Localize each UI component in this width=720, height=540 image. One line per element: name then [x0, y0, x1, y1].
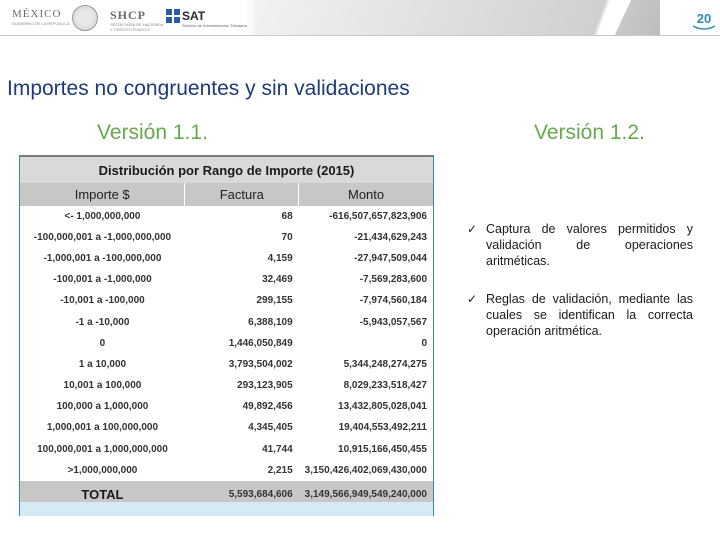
header-band-accent [600, 0, 660, 36]
total-factura: 5,593,684,606 [185, 481, 299, 508]
cell-factura: 2,215 [185, 460, 299, 481]
logo-shcp-subtitle [110, 22, 164, 32]
cell-factura: 32,469 [185, 269, 299, 290]
table-row [20, 375, 433, 396]
logo-mexico-subtitle: GOBIERNO DE LA REPÚBLICA [12, 21, 70, 26]
national-seal-icon [72, 5, 98, 31]
cell-factura: 41,744 [185, 439, 299, 460]
logo-sat-subtitle: Servicio de Administración Tributaria [182, 23, 247, 28]
cell-monto: -7,974,560,184 [299, 290, 433, 311]
logo-sat: SAT [182, 9, 206, 23]
bullet-list [467, 221, 693, 361]
cell-importe: 100,000 a 1,000,000 [20, 396, 185, 417]
table-row [20, 354, 433, 375]
table-title: Distribución por Rango de Importe (2015) [20, 157, 433, 183]
cell-factura: 293,123,905 [185, 375, 299, 396]
cell-importe: 1 a 10,000 [20, 354, 185, 375]
cell-factura: 4,345,405 [185, 417, 299, 438]
column-header-monto: Monto [299, 183, 433, 206]
table-row [20, 248, 433, 269]
cell-monto: 10,915,166,450,455 [299, 439, 433, 460]
logo-shcp-sub-line-1: SECRETARÍA DE HACIENDA [110, 22, 164, 27]
total-monto: 3,149,566,949,549,240,000 [299, 481, 433, 508]
table-row [20, 269, 433, 290]
cell-monto: -21,434,629,243 [299, 227, 433, 248]
cell-monto: -5,943,057,567 [299, 311, 433, 332]
bullet-text: Captura de valores permitidos y validación de operaciones aritméticas. [486, 222, 693, 268]
page-title: Importes no congruentes y sin validaciones [7, 77, 410, 100]
cell-monto: 8,029,233,518,427 [299, 375, 433, 396]
bullet-text: Reglas de validación, mediante las cuales se identifican la correcta operación aritmética. [486, 292, 693, 338]
cell-monto: -7,569,283,600 [299, 269, 433, 290]
cell-importe: 10,001 a 100,000 [20, 375, 185, 396]
distribution-table [20, 157, 433, 507]
check-icon: ✓ [467, 292, 478, 306]
badge-number: 20 [696, 11, 712, 26]
sat-logo-icon [166, 9, 180, 23]
table-row [20, 439, 433, 460]
total-label: TOTAL [20, 481, 185, 508]
logo-shcp: SHCP [110, 8, 147, 22]
table-body [20, 206, 433, 481]
bullet-item [467, 221, 693, 269]
table-row [20, 396, 433, 417]
cell-factura: 3,793,504,002 [185, 354, 299, 375]
cell-importe: 100,000,001 a 1,000,000,000 [20, 439, 185, 460]
column-header-factura: Factura [185, 183, 299, 206]
version-left-label: Versión 1.1. [97, 121, 208, 144]
cell-monto: -616,507,657,823,906 [299, 206, 433, 227]
logo-mexico: MÉXICO [12, 8, 62, 20]
logo-shcp-sub-line-2: Y CRÉDITO PÚBLICO [110, 27, 151, 32]
version-right-label: Versión 1.2. [534, 121, 645, 144]
cell-monto: -27,947,509,044 [299, 248, 433, 269]
cell-importe: <- 1,000,000,000 [20, 206, 185, 227]
bullet-item [467, 291, 693, 339]
cell-factura: 299,155 [185, 290, 299, 311]
anniversary-badge-icon [690, 6, 718, 32]
cell-monto: 5,344,248,274,275 [299, 354, 433, 375]
table-row [20, 460, 433, 481]
cell-importe: >1,000,000,000 [20, 460, 185, 481]
cell-importe: -1,000,001 a -100,000,000 [20, 248, 185, 269]
header-banner [0, 0, 720, 36]
cell-factura: 70 [185, 227, 299, 248]
header-divider [0, 35, 720, 36]
cell-factura: 4,159 [185, 248, 299, 269]
cell-monto: 19,404,553,492,211 [299, 417, 433, 438]
table-row [20, 290, 433, 311]
table-footer-band [20, 502, 433, 516]
cell-monto: 13,432,805,028,041 [299, 396, 433, 417]
table-row [20, 227, 433, 248]
cell-monto: 3,150,426,402,069,430,000 [299, 460, 433, 481]
cell-importe: -100,001 a -1,000,000 [20, 269, 185, 290]
header-band [255, 0, 655, 36]
cell-factura: 1,446,050,849 [185, 333, 299, 354]
table-row [20, 417, 433, 438]
cell-importe: 1,000,001 a 100,000,000 [20, 417, 185, 438]
check-icon: ✓ [467, 222, 478, 236]
distribution-table-panel [19, 155, 434, 516]
cell-factura: 6,388,109 [185, 311, 299, 332]
cell-monto: 0 [299, 333, 433, 354]
table-row [20, 311, 433, 332]
cell-importe: -100,000,001 a -1,000,000,000 [20, 227, 185, 248]
column-header-importe: Importe $ [20, 183, 185, 206]
cell-factura: 49,892,456 [185, 396, 299, 417]
cell-importe: -1 a -10,000 [20, 311, 185, 332]
cell-importe: 0 [20, 333, 185, 354]
cell-importe: -10,001 a -100,000 [20, 290, 185, 311]
table-row [20, 333, 433, 354]
cell-factura: 68 [185, 206, 299, 227]
table-row [20, 206, 433, 227]
